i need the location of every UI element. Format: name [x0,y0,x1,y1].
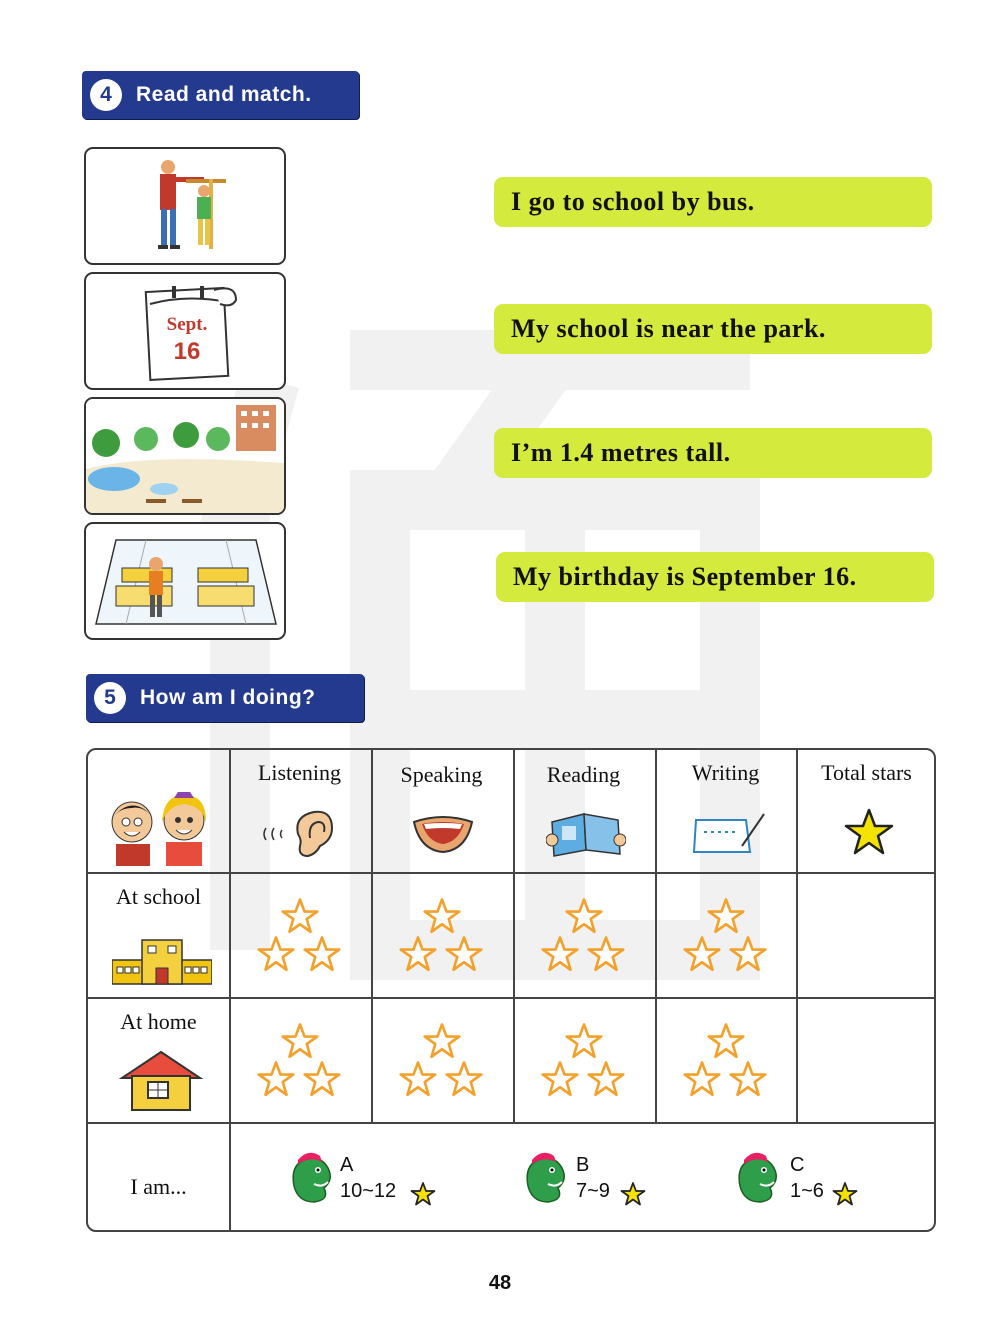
calendar-day: 16 [173,338,201,365]
house-icon [118,1048,204,1112]
row-header-i-am: I am... [130,1174,187,1199]
star-icon-c [832,1182,858,1206]
rating-range-a: 10~12 [340,1180,397,1202]
col-header-writing: Writing [691,760,760,785]
rating-star-home-1-0[interactable] [423,1023,461,1059]
star-icon-a [410,1182,436,1206]
rating-grade-c: C [790,1154,805,1176]
section-4-number: 4 [90,79,122,111]
bus-interior-illustration [86,524,284,638]
rating-grade-b: B [576,1154,590,1176]
self-assessment-table [86,748,936,1232]
rating-star-school-3-0[interactable] [707,898,745,934]
rating-star-school-0-1[interactable] [257,936,295,972]
star-icon-b [620,1182,646,1206]
rating-grade-a: A [340,1154,354,1176]
rating-star-school-1-1[interactable] [399,936,437,972]
rating-star-home-0-1[interactable] [257,1061,295,1097]
picture-bus[interactable] [84,522,286,640]
rating-star-school-3-2[interactable] [729,936,767,972]
picture-height[interactable] [84,147,286,265]
sentence-birthday[interactable]: My birthday is September 16. [496,552,934,602]
mouth-icon [408,810,478,856]
sentence-park[interactable]: My school is near the park. [494,304,932,354]
rating-star-home-0-2[interactable] [303,1061,341,1097]
rating-star-school-0-0[interactable] [281,898,319,934]
col-header-reading: Reading [546,762,621,787]
page-number: 48 [488,1272,512,1294]
sentence-bus[interactable]: I go to school by bus. [494,177,932,227]
rating-star-home-1-1[interactable] [399,1061,437,1097]
rating-star-home-3-2[interactable] [729,1061,767,1097]
rating-star-school-1-0[interactable] [423,898,461,934]
rating-star-home-2-0[interactable] [565,1023,603,1059]
rating-star-school-2-2[interactable] [587,936,625,972]
rating-star-school-3-1[interactable] [683,936,721,972]
rating-star-home-3-0[interactable] [707,1023,745,1059]
picture-calendar[interactable] [84,272,286,390]
section-5-header [86,674,364,722]
rating-star-school-0-2[interactable] [303,936,341,972]
dinosaur-icon-a [284,1146,336,1206]
section-4-header [82,71,359,119]
col-header-speaking: Speaking [400,762,483,787]
ear-icon [258,806,342,862]
section-4-title: Read and match. [136,83,312,106]
rating-range-c: 1~6 [790,1180,824,1202]
rating-star-school-1-2[interactable] [445,936,483,972]
picture-park[interactable] [84,397,286,515]
row-header-at-home: At home [120,1009,197,1034]
rating-range-b: 7~9 [576,1180,610,1202]
park-illustration [86,399,284,513]
col-header-total-stars: Total stars [821,760,912,785]
measuring-height-illustration [86,149,284,263]
rating-star-home-0-0[interactable] [281,1023,319,1059]
writing-icon [688,806,768,858]
calendar-month: Sept. [166,314,208,335]
rating-star-school-2-1[interactable] [541,936,579,972]
rating-star-home-2-1[interactable] [541,1061,579,1097]
dinosaur-icon-c [730,1146,782,1206]
rating-star-home-2-2[interactable] [587,1061,625,1097]
col-header-listening: Listening [257,760,342,785]
total-star-icon [844,808,894,856]
rating-star-school-2-0[interactable] [565,898,603,934]
rating-star-home-1-2[interactable] [445,1061,483,1097]
row-header-at-school: At school [116,884,201,909]
school-icon [112,934,212,986]
dinosaur-icon-b [518,1146,570,1206]
sentence-height[interactable]: I’m 1.4 metres tall. [494,428,932,478]
section-5-title: How am I doing? [140,686,316,709]
section-5-number: 5 [94,682,126,714]
book-icon [546,806,626,858]
kids-icon [102,786,216,868]
rating-star-home-3-1[interactable] [683,1061,721,1097]
